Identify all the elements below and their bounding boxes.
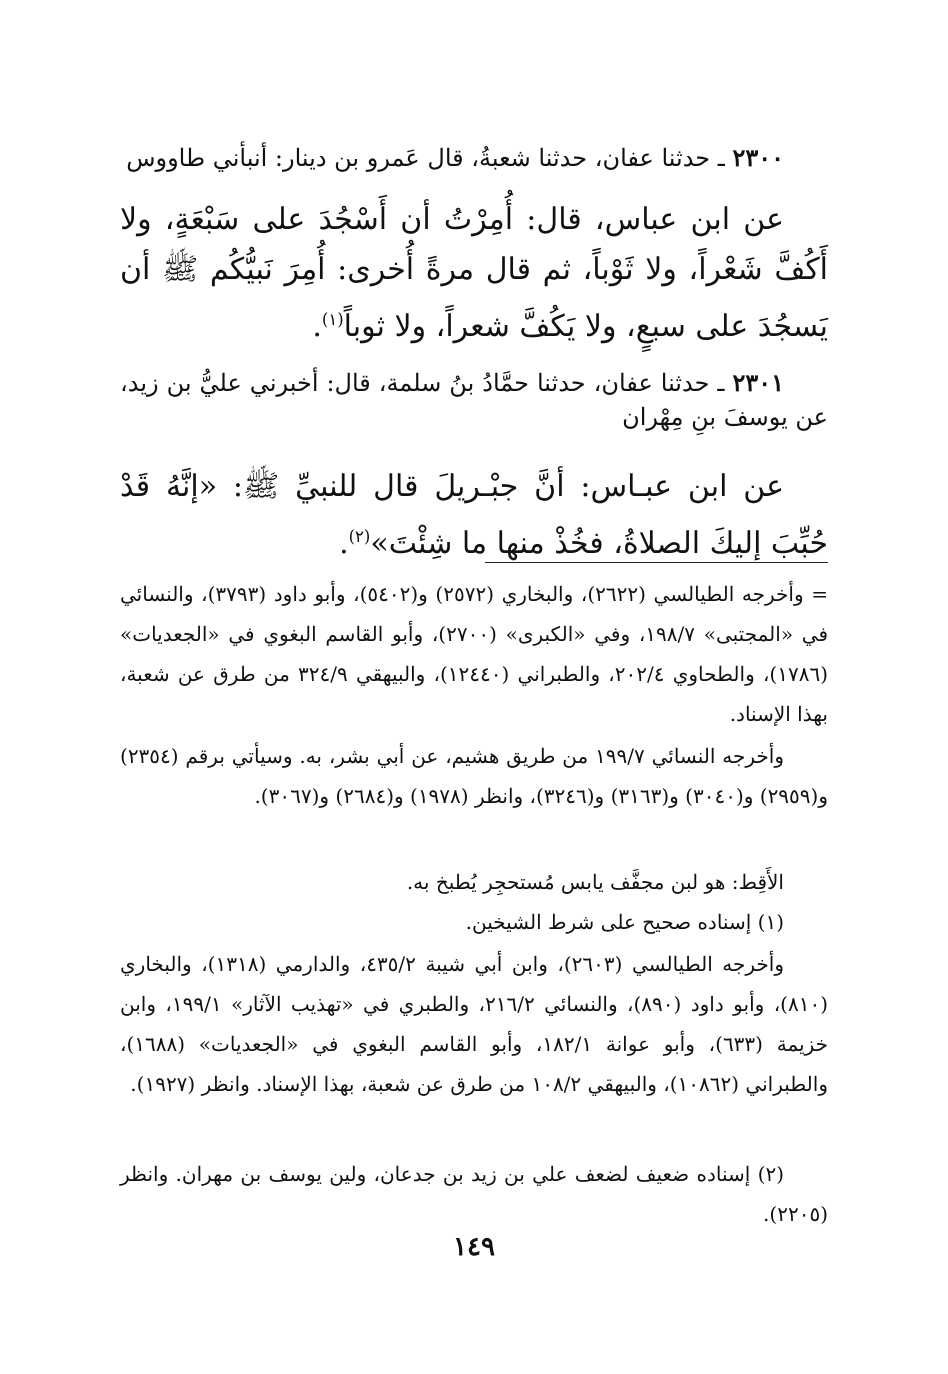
hadith-2301-isnad: ـ حدثنا عفان، حدثنا حمَّادُ بنُ سلمة، قال: أخبرني عليُّ بن زيد، عن يوسفَ بنِ مِهْران — [120, 369, 828, 431]
hadith-2300-chain — [120, 141, 828, 175]
hadith-2301-end: . — [339, 526, 349, 561]
footnote-separator — [485, 562, 828, 563]
footnote-continuation: = وأخرجه الطيالسي (٢٦٢٢)، والبخاري (٢٥٧٢) و(٥٤٠٢)، وأبو داود (٣٧٩٣)، والنسائي في «المجتبى» ١٩٨/٧، وفي «الكبرى» (٢٧٠٠)، وأبو القاسم البغوي في «الجعديات» (١٧٨٦)، والطحاوي ٢٠٢/٤، والطبراني (١٢٤٤٠)، والبيهقي ٣٢٤/٩ من طرق عن شعبة، بهذا الإسناد. — [120, 582, 829, 726]
hadith-2300-end: . — [312, 309, 322, 344]
footnote-2-grading: (٢) إسناده ضعيف لضعف علي بن زيد بن جدعان، ولين يوسف بن مهران. وانظر (٢٢٠٥). — [120, 1162, 828, 1226]
footnote-ref-2: (٢) — [348, 527, 371, 546]
hadith-2300-number: ٢٣٠٠ — [732, 143, 784, 172]
footnote-1-grading: (١) إسناده صحيح على شرط الشيخين. — [465, 910, 784, 934]
hadith-2300-matn: عن ابن عباس، قال: أُمِرْتُ أن أَسْجُدَ على سَبْعَةٍ، ولا أَكُفَّ شَعْراً، ولا ثَوْباً، ثم قال مرةً أُخرى: أُمِرَ نَبيُّكُم ﷺ أن يَسجُدَ على سبعٍ، ولا يَكُفَّ شعراً، ولا ثوباً — [120, 202, 828, 344]
hadith-2301-number: ٢٣٠١ — [732, 368, 784, 397]
footnote-definition-aqit: الأَقِط: هو لبن مجفَّف يابس مُستحجِر يُطبخ به. — [406, 870, 784, 894]
hadith-2300-isnad: ـ حدثنا عفان، حدثنا شعبةُ، قال عَمرو بن دينار: أنبأني طاووس — [126, 144, 733, 172]
hadith-2301-matn: عن ابن عبـاس: أنَّ جبْـريلَ قال للنبيِّ ﷺ: «إنَّهُ قَدْ حُبِّبَ إليكَ الصلاةُ، فخُذْ منها ما شِئْتَ» — [120, 469, 828, 561]
hadith-2300-text — [120, 195, 828, 352]
page-number: ١٤٩ — [453, 1232, 495, 1262]
hadith-2301-text — [120, 462, 828, 569]
hadith-2301-chain — [120, 366, 828, 434]
footnote-ref-1: (١) — [321, 310, 344, 329]
footnote-1-sources: وأخرجه الطيالسي (٢٦٠٣)، وابن أبي شيبة ٤٣٥/٢، والدارمي (١٣١٨)، والبخاري (٨١٠)، وأبو داود (٨٩٠)، والنسائي ٢١٦/٢، والطبري في «تهذيب الآثار» ١٩٩/١، وابن خزيمة (٦٣٣)، وأبو عوانة ١٨٢/١، وأبو القاسم البغوي في «الجعديات» (١٦٨٨)، والطبراني (١٠٨٦٢)، والبيهقي ١٠٨/٢ من طرق عن شعبة، بهذا الإسناد. وانظر (١٩٢٧). — [120, 952, 828, 1096]
footnote-additional-sources: وأخرجه النسائي ١٩٩/٧ من طريق هشيم، عن أبي بشر، به. وسيأتي برقم (٢٣٥٤) و(٢٩٥٩) و(٣٠٤٠) و(٣١٦٣) و(٣٢٤٦)، وانظر (١٩٧٨) و(٢٦٨٤) و(٣٠٦٧). — [120, 744, 828, 808]
